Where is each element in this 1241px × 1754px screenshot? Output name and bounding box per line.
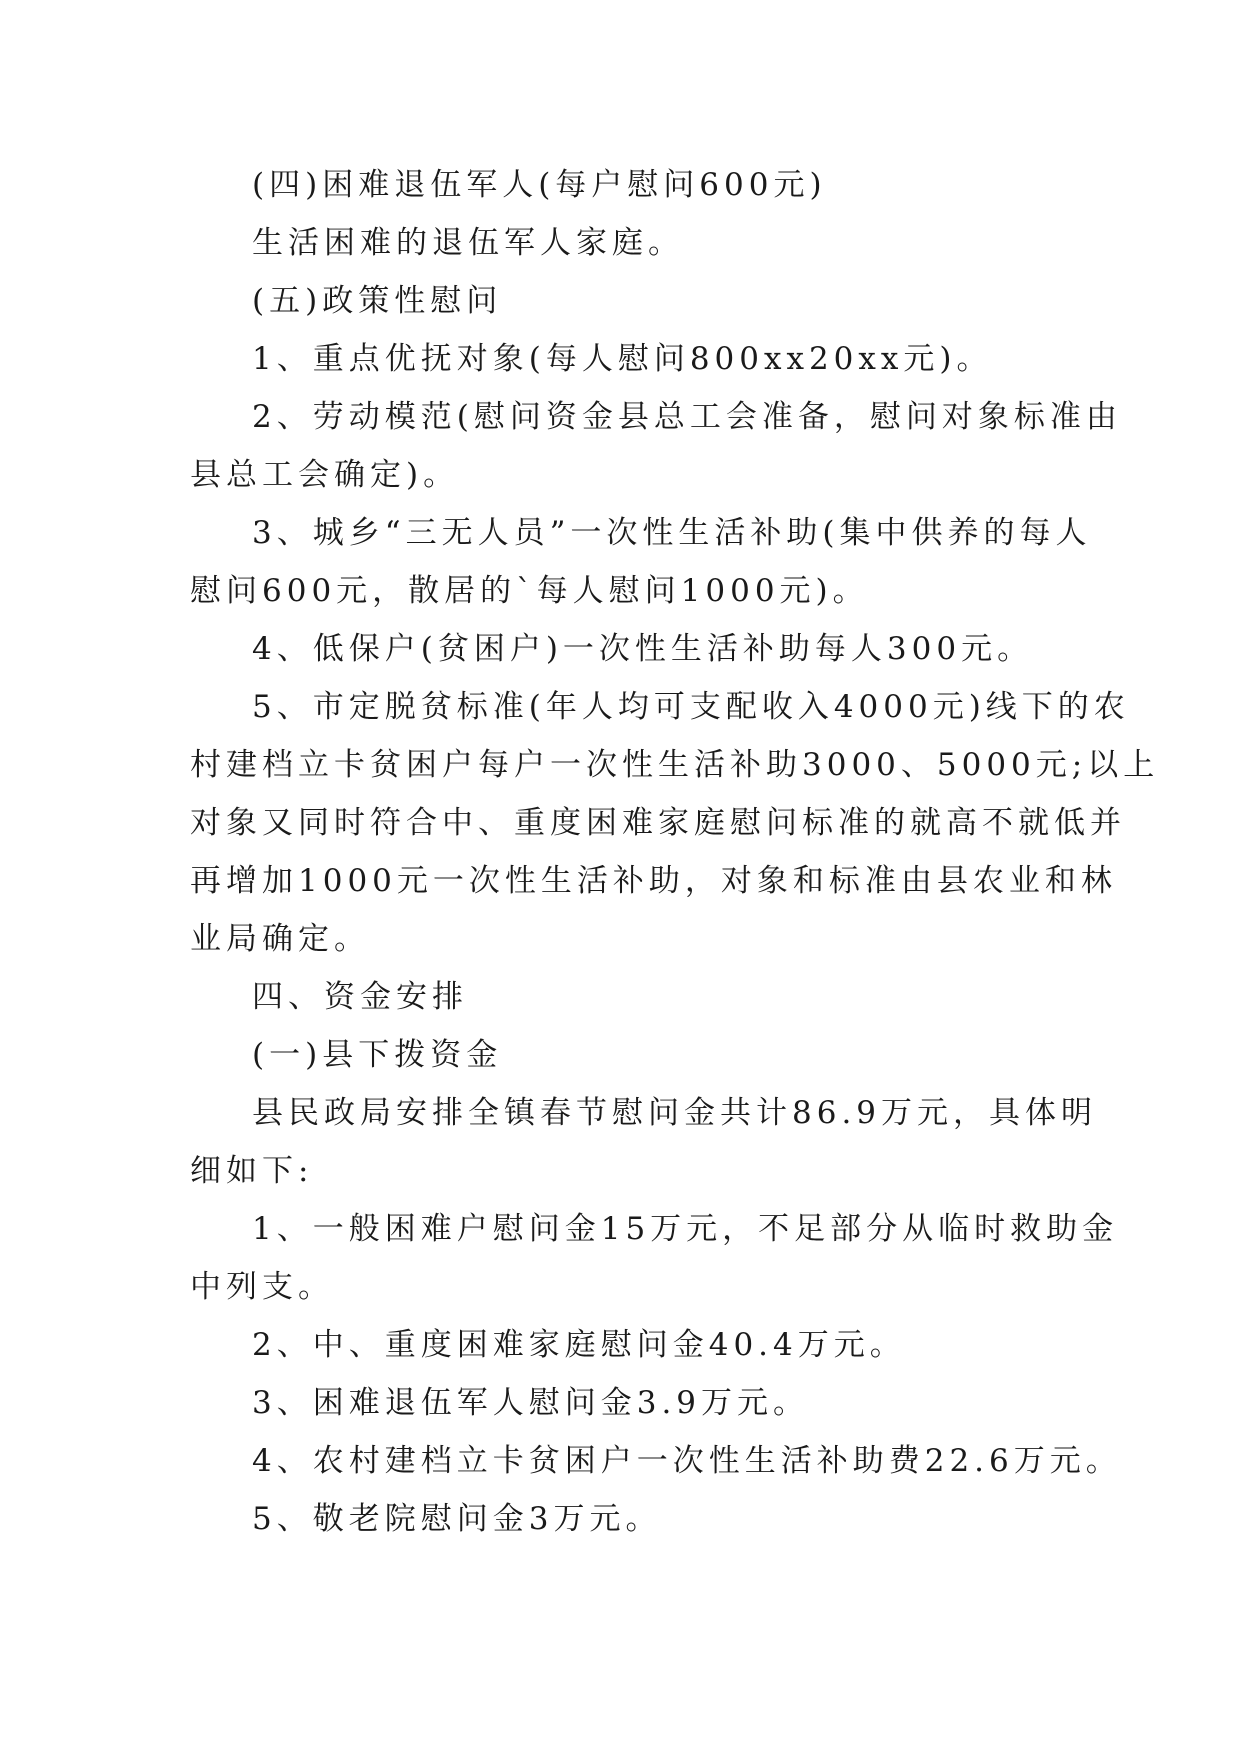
paragraph-line: 5、市定脱贫标准(年人均可支配收入4000元)线下的农 [252, 689, 1130, 725]
paragraph-line: 慰问600元，散居的`每人慰问1000元)。 [190, 573, 869, 609]
paragraph-line: 再增加1000元一次性生活补助，对象和标准由县农业和林 [190, 863, 1117, 899]
heading-county-funds: (一)县下拨资金 [252, 1037, 503, 1073]
paragraph-line: 4、农村建档立卡贫困户一次性生活补助费22.6万元。 [252, 1443, 1122, 1479]
paragraph-line: 业局确定。 [190, 921, 370, 957]
paragraph-line: 村建档立卡贫困户每户一次性生活补助3000、5000元;以上 [190, 747, 1160, 783]
heading-veterans: (四)困难退伍军人(每户慰问600元) [252, 167, 827, 203]
paragraph-line: 1、重点优抚对象(每人慰问800xx20xx元)。 [252, 341, 993, 377]
heading-policy-visits: (五)政策性慰问 [252, 283, 503, 319]
paragraph-line: 2、劳动模范(慰问资金县总工会准备，慰问对象标准由 [252, 399, 1122, 435]
paragraph-line: 2、中、重度困难家庭慰问金40.4万元。 [252, 1327, 906, 1363]
paragraph-line: 5、敬老院慰问金3万元。 [252, 1501, 662, 1537]
paragraph-line: 4、低保户(贫困户)一次性生活补助每人300元。 [252, 631, 1034, 667]
heading-fund-arrangement: 四、资金安排 [252, 979, 468, 1015]
paragraph-line: 生活困难的退伍军人家庭。 [252, 225, 684, 261]
paragraph-line: 中列支。 [190, 1269, 334, 1305]
paragraph-line: 3、城乡“三无人员”一次性生活补助(集中供养的每人 [252, 515, 1092, 551]
paragraph-line: 3、困难退伍军人慰问金3.9万元。 [252, 1385, 810, 1421]
paragraph-line: 1、一般困难户慰问金15万元，不足部分从临时救助金 [252, 1211, 1119, 1247]
paragraph-line: 县民政局安排全镇春节慰问金共计86.9万元，具体明 [252, 1095, 1098, 1131]
paragraph-line: 县总工会确定)。 [190, 457, 460, 493]
paragraph-line: 细如下: [190, 1153, 314, 1189]
paragraph-line: 对象又同时符合中、重度困难家庭慰问标准的就高不就低并 [190, 805, 1126, 841]
